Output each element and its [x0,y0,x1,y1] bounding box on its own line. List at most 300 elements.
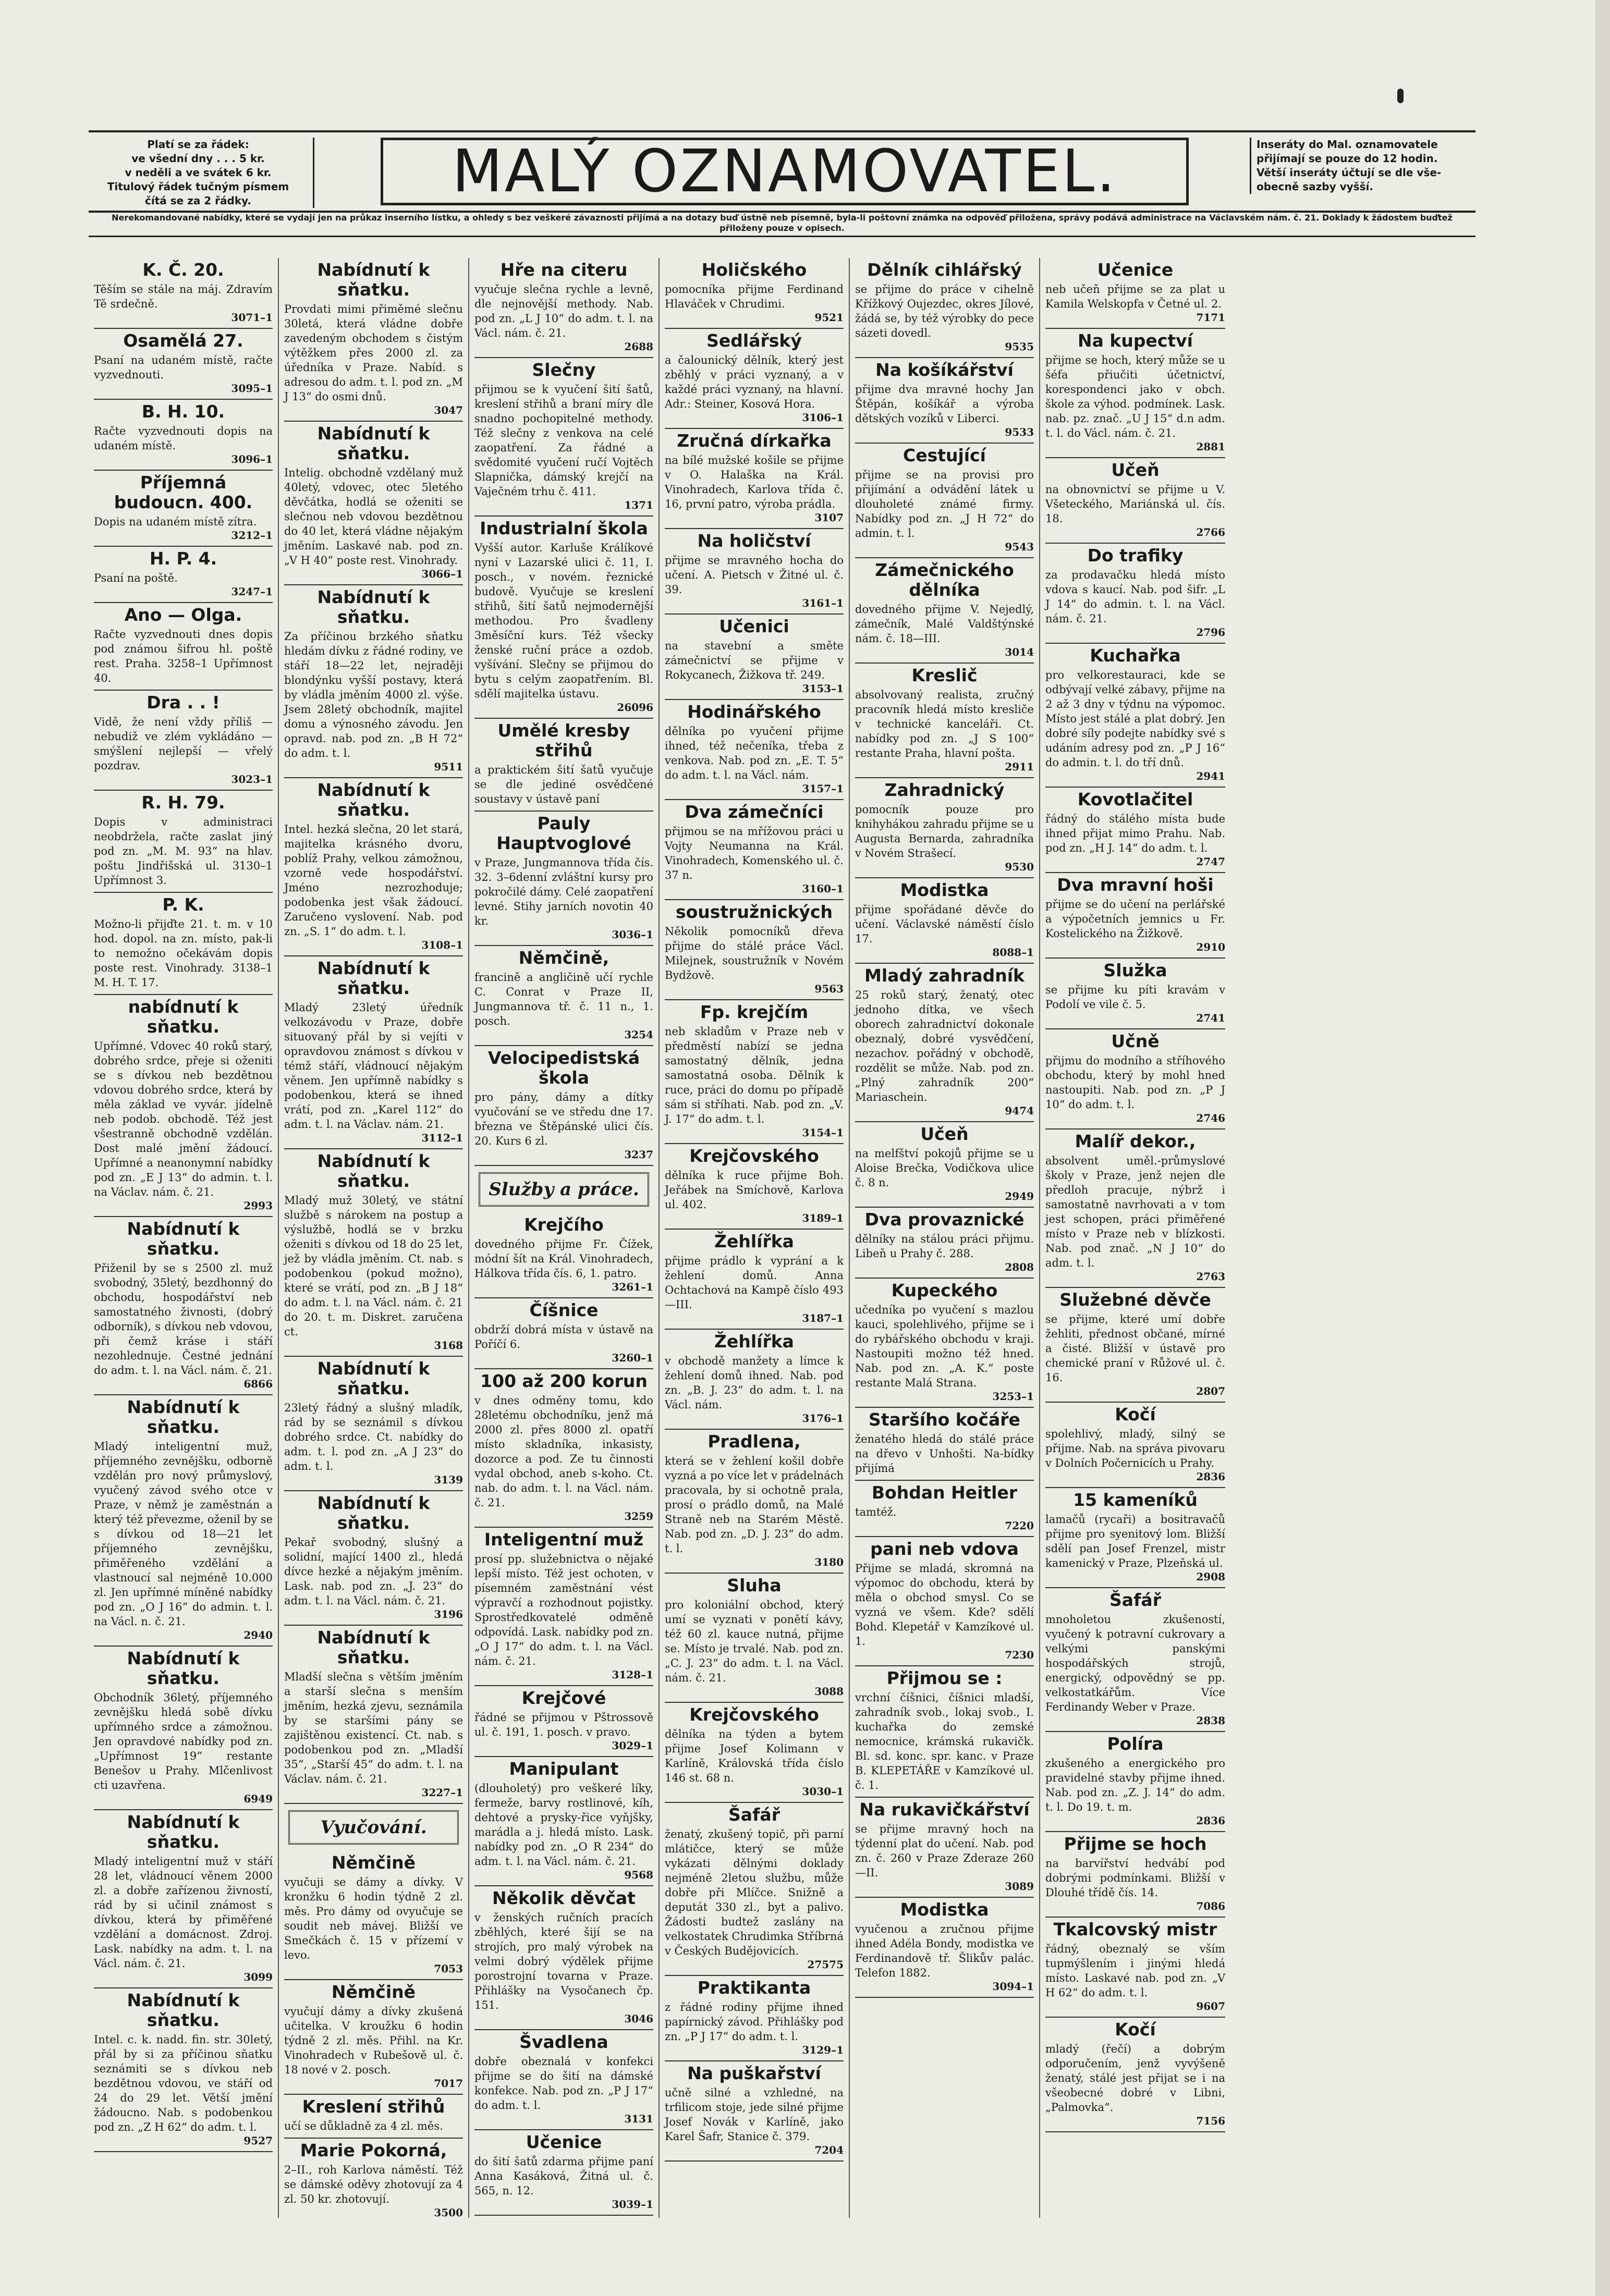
classified-ad [94,1988,273,2152]
ad-text: vrchní číšnici, číšnici mladší, zahradník svob., lokaj svob., I. kuchařka do zemské nemocnice, krámská rukavičk. Bl. sd. konc. spr. kanc. v Praze B. KLEPETÁŘE v Kamzíkové ul. č. 1. [855,1691,1034,1791]
classified-ad [94,1810,273,1988]
ad-title: Kreslení střihů [302,2096,445,2117]
ad-text: Intel. hezká slečna, 20 let stará, majitelka krásného dvoru, poblíž Prahy, velkou zámožnou, vzorně vede hospodářství. Jméno nezrozhoduje; podobenka jest však žádoucí. Zaručeno vyslovení. Nab. pod zn. „S. 1“ do adm. t. l. [284,823,463,938]
classified-ad [284,1491,463,1626]
classified-ad [855,1537,1034,1666]
ad-code: 3161–1 [802,597,844,609]
ad-title: Na košíkářství [875,360,1014,380]
classified-ad [284,258,463,422]
ad-text: dělníka na týden a bytem přijme Josef Kolimann v Karlíně, Královská třída číslo 146 st. 68 n. [665,1728,844,1784]
ad-text: spolehlivý, mladý, silný se přijme. Nab. na správa pivovaru v Dolních Počernicích u Prahy. [1045,1428,1225,1469]
classified-ad [1045,258,1225,329]
ad-code: 3196 [434,1608,463,1620]
ad-text: se přijme do práce v cihelně Křížkový Oujezdec, okres Jílové, žádá se, by též výrobky do pece sázeti dovedl. [855,283,1034,339]
ad-text: do šití šatů zdarma přijme paní Anna Kasáková, Žitná ul. č. 565, n. 12. [474,2155,653,2197]
ad-code: 3029–1 [612,1739,653,1752]
classified-ad [284,2095,463,2139]
classified-ad [665,1976,844,2061]
ad-code: 9607 [1196,2000,1225,2012]
ad-text: mladý (řečí) a dobrým odporučením, jenž vyvýšeně ženatý, stálé jest přijat se i na všeobecné dobré v Libni, „Palmovka“. [1045,2043,1225,2114]
ad-text: vyučuji se dámy a dívky. V kronžku 6 hodin týdně 2 zl. měs. Pro dámy od ovyučuje se soudit neb mávej. Bližší ve Smečkách č. 15 v přízemí v levo. [284,1876,463,1961]
ad-code: 2881 [1196,440,1225,453]
classified-ad [665,529,844,615]
classified-ad [474,1686,653,1757]
ad-code: 3046 [624,2012,653,2025]
classified-ad [1045,1732,1225,1832]
classified-ad [855,1279,1034,1408]
ad-title: Nabídnutí k sňatku. [127,1219,240,1259]
ad-text: přijme se na provisi pro přijímání a odvádění látek u dlouholeté známé firmy. Nabídky pod zn. „J H 72“ do admin. t. l. [855,469,1034,539]
info-line: Inseráty do Mal. oznamovatele [1257,138,1438,151]
ad-text: vyučenou a zručnou přijme ihned Adéla Bondy, modistka ve Ferdinandově tř. Šlikův palác. Telefon 1882. [855,1923,1034,1979]
ad-code: 2807 [1196,1385,1225,1397]
ad-text: neb skladům v Praze neb v předměstí nabízí se jedna samostatný dělník, jedna samostatná osoba. Dělník k ruce, práci do domu po případě sám si stříhati. Nab. pod zn. „V. J. 17“ do adm. t. l. [665,1025,844,1125]
ad-title: Učeň [1111,460,1160,480]
section-title: MALÝ OZNAMOVATEL. [381,138,1189,205]
ad-title: R. H. 79. [141,792,225,813]
classified-ad [94,400,273,471]
ad-title: Nabídnutí k sňatku. [317,587,430,627]
classified-ad [94,691,273,791]
ad-code: 3139 [434,1474,463,1486]
classified-ad [284,422,463,585]
classified-ad [1045,1403,1225,1488]
classified-ad [94,791,273,893]
ad-text: absolvovaný realista, zručný pracovník hledá místo kresliče v technické kanceláři. Ct. nabídky pod zn. „J S 100“ restante Praha, hlavní pošta. [855,689,1034,759]
ad-code: 3112–1 [421,1132,463,1144]
ad-code: 3066–1 [421,568,463,580]
classified-ad [665,258,844,329]
ad-code: 9474 [1005,1104,1034,1117]
ad-text: neb učeň přijme se za plat u Kamila Welskopfa v Četné ul. 2. [1045,283,1225,310]
ad-code: 3023–1 [231,773,273,785]
ad-text: Dopis v administraci neobdržela, račte zaslat jiný pod zn. „M. M. 93“ na hlav. poštu Jindřišská ul. 3130–1 Upřímnost 3. [94,816,273,887]
column-6 [1040,258,1230,2218]
ad-title: Marie Pokorná, [300,2140,447,2160]
classified-ad [474,2130,653,2216]
ad-code: 3187–1 [802,1312,844,1324]
classified-ad [474,946,653,1046]
ad-title: Přijmou se : [886,1668,1003,1688]
ad-text: přijmou se k vyučení šití šatů, kreslení střihů a braní míry dle snadno pochopitelné methody. Též slečny z venkova na celé zaopatření. Za řádné a svědomité vyučení ručí Vojtěch Slapnička, dámský krejčí na Vaječném trhu č. 411. [474,383,653,498]
ad-text: Intel. c. k. nadd. fin. str. 30letý, přál by si za příčinou sňatku seznámiti se s dívkou neb bezdětnou vdovou, ve stáří od 24 do 29 let. Větší jmění žádoucno. Nab. s podobenkou pod zn. „Z H 62“ do adm. t. l. [94,2033,273,2133]
ad-text: absolvent uměl.-průmyslové školy v Praze, jenž nejen dle předloh pracuje, nýbrž i samostatně navrhovati a v tom jest schopen, práci přiměřené místo v Praze neb v blízkosti. Nab. pod znač. „N J 10“ do adm. t. l. [1045,1155,1225,1269]
classified-ad [284,1626,463,1804]
ad-code: 3106–1 [802,411,844,424]
ad-columns [89,258,1475,2218]
ad-code: 3261–1 [612,1281,653,1293]
classified-ad [474,1528,653,1686]
ad-text: Vyšší autor. Karluše Králíkové nyní v Lazarské ulici č. 11, I. posch., v novém. řeznické budově. Vyučuje se kreslení střihů, šití šatů nejmodernější methodou. Pro švadleny 3měsíční kurs. Též všecky ženské ruční práce a ozdob. vyšívání. Slečny se přijmou do bytu s celým zaopatřením. Bl. sdělí majitelka ústavu. [474,542,653,700]
ad-text: v obchodě manžety a límce k žehlení domů ihned. Nab. pod zn. „B. J. 23“ do adm. t. l. na Václ. nám. [665,1355,844,1411]
ad-title: Slečny [532,360,596,380]
ad-code: 3253–1 [992,1390,1034,1403]
ad-text: v Praze, Jungmannova třída čís. 32. 3–6denní zvláštní kursy pro pokročilé dámy. Celé zaopatření levné. Stihy jarních novotin 40 kr. [474,856,653,927]
ad-code: 9511 [434,760,463,773]
ad-title: Kočí [1115,1404,1156,1425]
classified-ad [94,258,273,329]
ad-text: přijme se hoch, který může se u šéfa přiučiti účetnictví, korespondenci jako v obch. škole za výhod. podmínek. Lask. nab. pz. znač. „U J 15“ d.n adm. t. l. do Václ. nám. č. 21. [1045,354,1225,439]
ad-text: Vidě, že není vždy příliš — nebudiž ve zlém vykládáno — smýšlení nejlepší — vřelý pozdrav. [94,716,273,772]
ad-text: Pekař svobodný, slušný a solidní, mající 1400 zl., hledá dívce hezké a nějakým jměním. Lask. nab. pod zn. „J. 23“ do adm. t. l. na Václ. nám. č. 21. [284,1536,463,1607]
ad-code: 3247–1 [231,585,273,598]
ad-code: 1371 [624,499,653,511]
ad-title: Velocipedistská škola [487,1048,640,1088]
ad-title: Služebné děvče [1059,1290,1211,1310]
classified-ad [1045,329,1225,458]
ad-text: v dnes odměny tomu, kdo 28letému obchodníku, jenž má 2000 zl. přes 8000 zl. opatří místo skladníka, inkasisty, dozorce a pod. Ze tu činnosti vydal obchod, aneb s-koho. Ct. nab. do adm. t. l. na Václ. nám. č. 21. [474,1394,653,1509]
ad-title: Nabídnutí k sňatku. [317,1493,430,1533]
classified-ad [284,778,463,956]
ad-title: Umělé kresby střihů [497,720,630,760]
ad-text: tamtéž. [855,1506,897,1518]
ad-text: dobře obeznalá v konfekci přijme se do šití na dámské konfekce. Nab. pod zn. „P J 17“ do adm. t. l. [474,2055,653,2111]
ad-code: 2808 [1005,1261,1034,1273]
ad-title: Nabídnutí k sňatku. [127,1812,240,1852]
ad-title: Několik děvčat [492,1888,636,1908]
ad-code: 9527 [243,2134,273,2147]
ad-text: (dlouholetý) pro veškeré líky, fermeže, barvy rostlinové, kíh, dehtové a prysky-řice vyňjšky, marádla a j. hledá místo. Lask. nabídky pod zn. „O R 234“ do adm. t. l. na Václ. nám. č. 21. [474,1782,653,1868]
ad-code: 3237 [624,1148,653,1161]
ad-title: soustružnických [675,902,833,922]
ad-code: 2910 [1196,941,1225,953]
ad-code: 3014 [1005,646,1034,658]
ad-code: 3047 [434,404,463,416]
ad-text: přijme dva mravné hochy Jan Štěpán, košíkář a výroba dětských vozíků v Liberci. [855,383,1034,425]
ad-title: 15 kameníků [1073,1490,1198,1510]
classified-ad [1045,873,1225,959]
ad-title: Nabídnutí k sňatku. [127,1990,240,2030]
ad-text: z řádné rodiny přijme ihned papírnický závod. Přihlášky pod zn. „P J 17“ do adm. t. l. [665,2001,844,2043]
ad-title: Modistka [900,1899,989,1920]
ad-title: Pauly Hauptvoglové [496,813,631,853]
classified-ad [855,664,1034,778]
ad-title: Hře na citeru [500,260,628,280]
classified-ad [474,258,653,358]
ad-title: Nabídnutí k sňatku. [127,1648,240,1688]
ad-title: pani neb vdova [870,1539,1019,1559]
ad-title: P. K. [162,894,204,915]
classified-ad [1045,1588,1225,1732]
classified-ad [855,1408,1034,1481]
ad-code: 7086 [1196,1900,1225,1912]
ad-text: dělníka po vyučení přijme ihned, též nečeníka, třeba z venkova. Nab. pod zn. „E. T. 5“ do adm. t. l. na Václ. nám. [665,725,844,781]
ad-title: Nabídnutí k sňatku. [317,780,430,820]
classified-ad [665,1803,844,1976]
ad-title: Manipulant [509,1759,619,1779]
ad-text: přijmou se na mřížovou práci u Vojty Neumanna na Král. Vinohradech, Komenského ul. č. 37 n. [665,825,844,881]
info-line: Větší inseráty účtují se dle vše- [1257,166,1442,179]
ad-code: 8088–1 [992,946,1034,959]
ad-title: Kreslič [911,665,978,685]
classified-ad [284,1357,463,1491]
classified-ad [665,1574,844,1703]
pricing-line: Platí se za řádek: [147,138,249,151]
ad-code: 3099 [243,1971,273,1983]
classified-ad [855,258,1034,358]
ad-text: pomocníka přijme Ferdinand Hlaváček v Chrudimi. [665,283,844,310]
classified-ad [665,1230,844,1330]
ad-code: 9535 [1005,340,1034,353]
classified-ad [1045,458,1225,544]
column-4 [660,258,850,2218]
classified-ad [284,1149,463,1357]
ad-title: Nabídnutí k sňatku. [317,1151,430,1191]
ad-text: Upřímné. Vdovec 40 roků starý, dobrého srdce, přeje si oženiti se s dívkou neb bezdětnou vdovou dobrého srdce, která by měla základ ve vyvár. jídelně neb podob. obchodě. Též jest všestranně obchodně vzdělán. Dost malé jmění žádoucí. Upřímné a neanonymní nabídky pod zn. „E J 13“ do admin. t. l. na Václav. nám. č. 21. [94,1040,273,1198]
ad-title: Krejčího [524,1214,604,1235]
classified-ad [1045,1488,1225,1588]
classified-ad [94,471,273,547]
ad-title: Kovotlačitel [1077,789,1193,809]
classified-ad [474,1213,653,1298]
classified-ad [665,800,844,900]
ad-text: francině a angličině učí rychle C. Conrat v Praze II, Jungmannova tř. č. 11 n., 1. posch. [474,971,653,1027]
ad-title: Švadlena [519,2032,608,2052]
pricing-line: Titulový řádek tučným písmem [107,180,289,193]
classified-ad [855,1122,1034,1208]
ad-title: Dra . . ! [147,692,220,713]
ad-code: 7171 [1196,311,1225,324]
classified-ad [284,956,463,1149]
classified-ad [665,700,844,800]
ad-title: Praktikanta [697,1978,811,1998]
pricing-line: v neděli a ve svátek 6 kr. [125,166,272,179]
ad-text: pro velkorestauraci, kde se odbývají velké zábavy, přijme na 2 až 3 dny v týdnu na výpomoc. Místo jest stálé a plat dobrý. Jen dobré síly podejte nabídky své s udáním adresy pod zn. „P J 16“ do admin. t. l. do tří dnů. [1045,669,1225,769]
ad-code: 3094–1 [992,1980,1034,1993]
ad-title: Dělník cihlářský [867,260,1022,280]
ad-code: 2836 [1196,1814,1225,1827]
ad-code: 7017 [434,2077,463,2090]
ad-code: 2838 [1196,1714,1225,1727]
ad-code: 2836 [1196,1470,1225,1483]
info-line: přijímají se pouze do 12 hodin. [1257,152,1438,165]
ad-code: 9563 [814,983,844,995]
ad-title: Osamělá 27. [123,330,243,351]
page-edge-shadow [1595,0,1610,2296]
pricing-box [89,138,314,208]
ad-title: Staršího kočáře [869,1409,1020,1430]
ad-text: dovedného přijme V. Nejedlý, zámečník, Malé Valdštýnské nám. č. 18—III. [855,603,1034,645]
ad-text: zkušeného a energického pro pravidelné stavby přijme ihned. Nab. pod zn. „Z. J. 14“ do adm. t. l. Do 19. t. m. [1045,1757,1225,1813]
ad-title: Políra [1107,1734,1164,1754]
ad-text: prosí pp. služebnictva o nějaké lepší místo. Též jest ochoten, v písemném zaměstnání vést výpravčí a rozhodnout pojistky. Sprostředkovatelé odměně odpovídá. Lask. nabídky pod zn. „O J 17“ do adm. t. l. na Václ. nám. č. 21. [474,1553,653,1667]
ad-code: 2746 [1196,1112,1225,1124]
ad-code: 3176–1 [802,1412,844,1425]
ad-text: přijme se do učení na perlářské a výpočetních jemnics u Fr. Kostelického na Žižkově. [1045,898,1225,940]
ad-title: Šafář [728,1804,780,1825]
classified-ad [1045,1288,1225,1403]
ad-title: Do trafiky [1087,545,1184,566]
ad-text: za prodavačku hledá místo vdova s kaucí. Nab. pod šifr. „L J 14“ do admin. t. l. na Václ. nám. č. 21. [1045,569,1225,625]
ad-title: Služka [1103,960,1167,980]
classified-ad [855,878,1034,964]
ad-text: Mladý inteligentní muž, příjemného zevnějšku, odborně vzdělán pro nový průmyslový, vyučený závod svého otce v Praze, v němž je zaměstnán a který též převezme, oženil by se s dívkou od 18—21 let příjemného zevnějšku, přiměřeného vzdělání a vlastnoucí sal nejméně 10.000 zl. Jen upřímné míněné nabídky pod zn. „O J 16“ do admin. t. l. na Václ. n. č. 21. [94,1440,273,1628]
ad-code: 9543 [1005,541,1034,553]
ad-code: 2908 [1196,1570,1225,1583]
ad-text: a praktickém šití šatů vyučuje se dle jediné osvědčené soustavy v ústavě paní [474,764,653,805]
ad-text: se přijme, které umí dobře žehliti, přednost občané, mírné a čisté. Bližší v ústavě pro chemické praní v Růžové ul. č. 16. [1045,1313,1225,1384]
classified-ad [474,517,653,719]
ad-text: dělníka k ruce přijme Boh. Jeřábek na Smíchově, Karlova ul. 402. [665,1169,844,1211]
ad-text: Račte vyzvednouti dnes dopis pod známou šifrou hl. poště rest. Praha. 3258–1 Upřímnost 40. [94,628,273,684]
classified-ad [474,358,653,517]
ad-title: Šafář [1109,1590,1161,1610]
ad-text: Obchodník 36letý, příjemného zevnějšku hledá sobě dívku upřímného srdce a zámožnou. Jen opravdové nabídky pod zn. „Upřímnost 19“ restante Benešov u Prahy. Mlčenlivost cti uzavřena. [94,1691,273,1791]
ad-code: 9533 [1005,426,1034,438]
classified-ad [855,1481,1034,1537]
ad-title: Nabídnutí k sňatku. [317,423,430,463]
ad-code: 3128–1 [612,1668,653,1681]
ad-title: Ano — Olga. [124,605,242,625]
classified-ad [665,329,844,429]
classified-ad [1045,1029,1225,1129]
ad-code: 7220 [1005,1519,1034,1532]
ad-text: řádný, obeznalý se vším tupmýšlením i jinými hledá místo. Laskavé nab. pod zn. „V H 62“ do adm. t. l. [1045,1943,1225,1999]
ad-title: Zručná dírkařka [677,431,832,451]
ad-title: nabídnutí k sňatku. [128,997,239,1037]
ad-title: Pradlena, [708,1431,801,1452]
ad-text: řádné se přijmou v Pštrossově ul. č. 191, 1. posch. v pravo. [474,1711,653,1738]
ad-code: 3036–1 [612,928,653,941]
ad-text: přijme prádlo k vyprání a k žehlení domů. Anna Ochtachová na Kampě číslo 493—III. [665,1255,844,1311]
ad-code: 2747 [1196,855,1225,868]
classified-ad [474,1369,653,1528]
classified-ad [94,1217,273,1395]
info-line: obecně sazby vyšší. [1257,180,1373,193]
ad-code: 3071–1 [231,311,273,324]
classified-ad [1045,1129,1225,1288]
ad-title: Přijme se hoch [1064,1834,1207,1854]
ad-code: 2993 [243,1199,273,1212]
column-5 [850,258,1040,2218]
ad-code: 26096 [617,701,653,714]
administration-notice: Nerekomandované nabídky, které se vydají jen na průkaz inserního lístku, a ohledy s bez veškeré závaznosti přijímá a na dotazy buď ústně neb písemně, byla-li poštovní známka na odpověď přiložena, správy podává administrace na Václavském nám. č. 21. Doklady k žádostem buďtež přiloženy pouze v opisech. [89,213,1475,237]
ad-code: 3129–1 [802,2044,844,2056]
classified-ad [855,1798,1034,1898]
ad-text: pomocník pouze pro knihyhákou zahradu přijme se u Augusta Bernarda, zahradníka v Novém Strašecí. [855,803,1034,860]
ad-title: Bohdan Heitler [871,1482,1018,1503]
ad-title: Němčině, [518,948,609,968]
ad-text: Psaní na poště. [94,572,178,584]
ad-code: 3154–1 [802,1126,844,1139]
ad-code: 2796 [1196,626,1225,639]
ad-title: 100 až 200 korun [480,1371,648,1391]
ad-code: 3260–1 [612,1352,653,1364]
column-1 [89,258,279,2218]
ad-text: Mladší slečna s větším jměním a starší slečna s menším jměním, hezká zjevu, seznámila by se staršími pány se zajištěnou existencí. Ct. nab. s podobenkou pod zn. „Mladší 35“, „Starší 45“ do adm. t. l. na Václav. nám. č. 21. [284,1671,463,1785]
ad-title: Žehlířka [714,1331,794,1352]
ad-title: H. P. 4. [149,548,217,569]
ad-code: 2941 [1196,770,1225,782]
classified-ad [665,1430,844,1574]
ad-code: 3131 [624,2113,653,2125]
ad-text: Za příčinou brzkého sňatku hledám dívku z řádné rodiny, ve stáří 18—22 let, nejraději blondýnku vyšší postavy, která by vládla jměním 4000 zl. výše. Jsem 28letý obchodník, majitel domu a výnosného závodu. Jen opravd. nab. pod zn. „B H 72“ do adm. t. l. [284,630,463,759]
ad-text: pro koloniální obchod, který umí se vyznati v ponětí kávy, též 60 zl. kauce nutná, přijme se. Místo je trvalé. Nab. pod zn. „C. J. 23“ do adm. t. l. na Václ. nám. č. 21. [665,1599,844,1684]
ad-text: řádný do stálého místa bude ihned přijat mimo Prahu. Nab. pod zn. „H J. 14“ do adm. t. l. [1045,813,1225,854]
section-heading: Služby a práce. [479,1172,649,1207]
ad-code: 3259 [624,1510,653,1523]
ad-text: Mladý 23letý úředník velkozávodu v Praze, dobře situovaný přál by si vejíti v opravdovou známost s dívkou v témž stáří, vládnoucí nějakým věnem. Jen upřímně nabídky s podobenkou, která se ihned vrátí, pod zn. „Karel 112“ do adm. t. l. na Václav. nám. 21. [284,1001,463,1131]
classified-ad [1045,1832,1225,1918]
classified-ad [855,1208,1034,1279]
ad-title: Němčině [331,1852,416,1873]
ad-code: 3168 [434,1339,463,1352]
ad-title: Kočí [1115,2019,1156,2040]
ad-title: Učenici [719,616,789,636]
ad-text: na melfštví pokojů přijme se u Aloise Brečka, Vodičkova ulice č. 8 n. [855,1147,1034,1189]
ad-code: 2741 [1196,1012,1225,1024]
ad-text: Možno-li přijďte 21. t. m. v 10 hod. dopol. na zn. místo, pak-li to nemožno očekávám dopis poste rest. Vinohrady. 3138–1 M. H. T. 17. [94,918,273,989]
classified-ad [855,778,1034,878]
ad-text: Přiženil by se s 2500 zl. muž svobodný, 35letý, bezdhonný do obchodu, hospodářství neb samostatného živnosti, (dobrý odborník), s dívkou neb vdovou, při čemž kráse i stáří nezohlednuje. Čestné jednání do adm. t. l. na Václ. nám. č. 21. [94,1262,273,1377]
classified-ad [474,1046,653,1166]
ad-code: 3096–1 [231,453,273,465]
ad-title: Žehlířka [714,1231,794,1251]
classified-ad [665,1703,844,1803]
ad-code: 3088 [814,1685,844,1698]
classified-ad [855,1666,1034,1798]
classified-ad [284,585,463,778]
ad-text: která se v žehlení košil dobře vyzná a po více let v prádelnách pracovala, by si ochotně prala, prosí o prádlo domů, na Malé Straně neb na Starém Městě. Nab. pod zn. „D. J. 23“ do adm. t. l. [665,1455,844,1555]
ad-title: Nabídnutí k sňatku. [317,1358,430,1398]
classified-ad [855,1898,1034,1998]
ad-title: Malíř dekor., [1075,1131,1196,1151]
classified-ad [665,1144,844,1230]
ad-title: Tkalcovský mistr [1053,1919,1217,1939]
ad-title: Příjemná budoucn. 400. [114,472,253,512]
ad-text: Psaní na udaném místě, račte vyzvednouti. [94,354,273,381]
ad-code: 3500 [434,2206,463,2218]
classified-ad [1045,644,1225,788]
ad-title: Kupeckého [891,1280,998,1300]
ad-title: Sedlářský [706,330,802,351]
ad-text: učí se důkladně za 4 zl. měs. [284,2120,443,2132]
ad-title: Nabídnutí k sňatku. [317,1627,430,1667]
classified-ad [284,1980,463,2095]
ad-code: 3180 [814,1556,844,1568]
ad-text: vyučují dámy a dívky zkušená učitelka. V kroužku 6 hodin týdně 2 zl. měs. Přihl. na Kr. Vinohradech v Rubešově ul. č. 18 nové v 2. posch. [284,2005,463,2076]
ad-code: 7156 [1196,2115,1225,2127]
ad-text: 23letý řádný a slušný mladík, rád by se seznámil s dívkou dobrého srdce. Ct. nabídky do adm. t. l. pod zn. „A J 23“ do adm. t. l. [284,1402,463,1472]
ad-code: 3254 [624,1028,653,1041]
ad-code: 6866 [243,1378,273,1390]
classified-ad [94,603,273,691]
ad-title: B. H. 10. [141,401,225,422]
ad-title: Sluha [727,1575,782,1595]
ad-title: Učeň [920,1124,969,1144]
ad-title: Nabídnutí k sňatku. [317,260,430,300]
ad-title: Na kupectví [1078,330,1193,351]
pricing-line: ve všední dny . . . 5 kr. [131,152,265,165]
ad-text: se přijme mravný hoch na týdenní plat do učení. Nab. pod zn. č. 260 v Praze Zderaze 260—II. [855,1823,1034,1879]
ad-title: Na puškařství [687,2063,821,2083]
pricing-line: čítá se za 2 řádky. [145,194,251,207]
ad-title: Němčině [331,1982,416,2002]
classified-ad [94,329,273,400]
ad-title: Číšnice [529,1300,599,1320]
classified-ad [474,1886,653,2030]
ad-title: Zámečnického dělníka [875,560,1014,600]
ad-code: 3089 [1005,1880,1034,1893]
classified-ad [665,615,844,700]
ad-code: 7053 [434,1962,463,1975]
ad-text: Mladý muž 30letý, ve státní službě s nárokem na postup a výslužbě, hodlá se v brzku oženiti s dívkou od 18 do 25 let, jež by vládla jměním. Ct. nab. s podobenkou (pokud možno), které se vrátí, pod zn. „B J 18“ do adm. t. l. na Václ. nám. č. 21 do 20. t. m. Diskret. zaručena ct. [284,1194,463,1338]
ad-text: ženatého hledá do stálé práce na dřevo v Unhošti. Na-bídky přijímá [855,1433,1034,1475]
classified-ad [855,558,1034,664]
classified-ad [665,2061,844,2162]
classified-ad [665,429,844,529]
ad-text: vyučuje slečna rychle a levně, dle nejnovější methody. Nab. pod zn. „L J 10“ do adm. t. l. na Václ. nám. č. 21. [474,283,653,339]
